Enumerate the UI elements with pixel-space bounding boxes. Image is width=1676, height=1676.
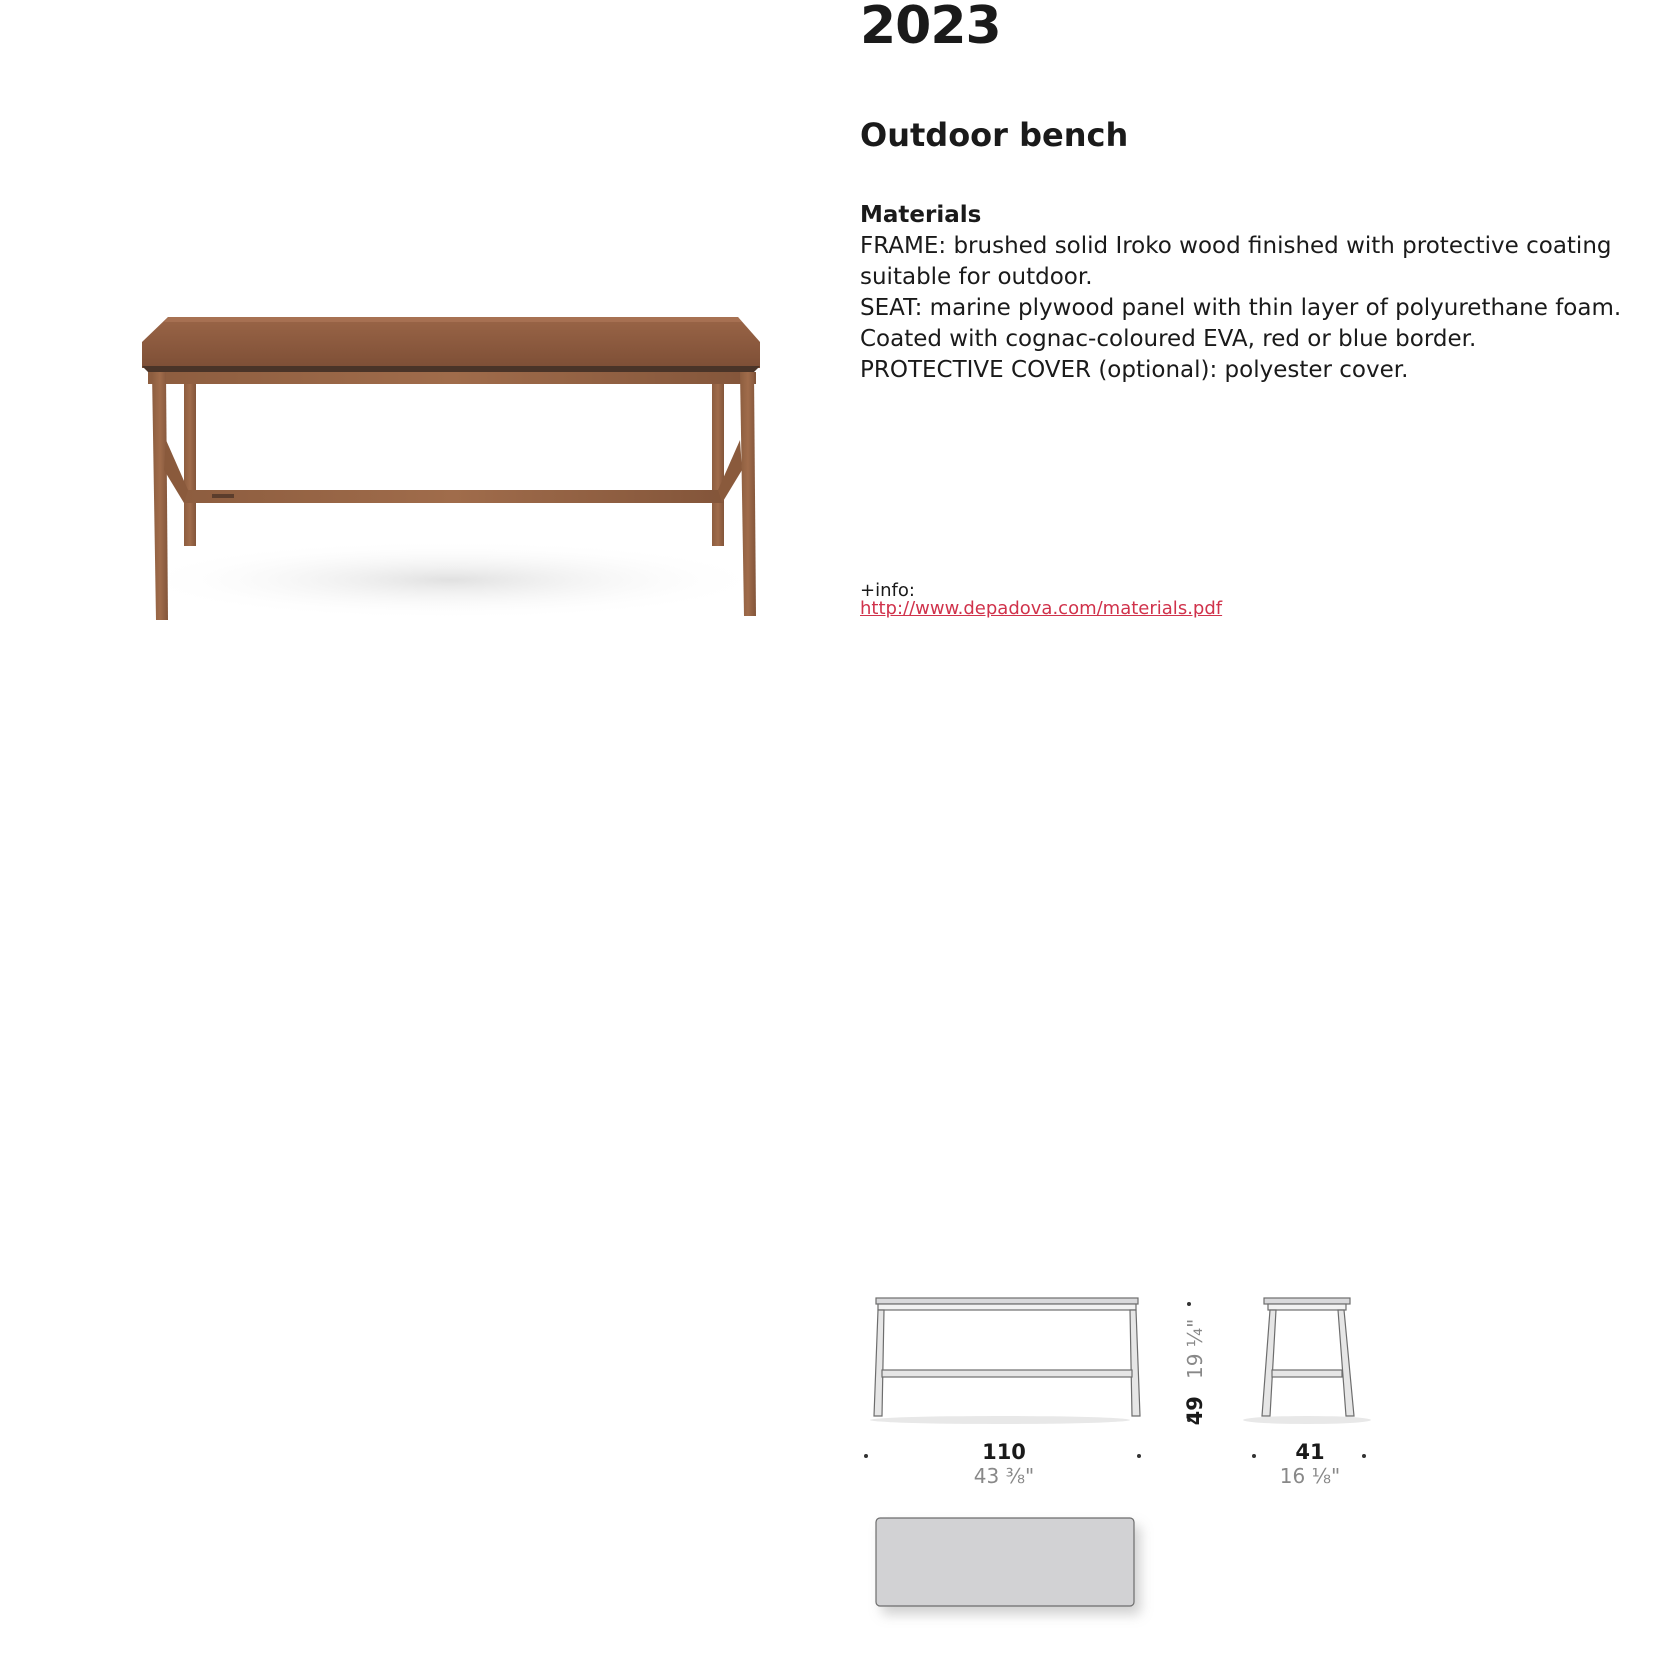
materials-line: suitable for outdoor. [860, 264, 1093, 290]
top-view-drawing [868, 1512, 1158, 1632]
dimension-marker [864, 1454, 868, 1458]
bench-photo [90, 300, 790, 670]
width-in: 43 ⅜" [973, 1464, 1035, 1488]
materials-pdf-link[interactable]: http://www.depadova.com/materials.pdf [860, 598, 1223, 619]
materials-line: PROTECTIVE COVER (optional): polyester cover. [860, 357, 1409, 383]
materials-line: Coated with cognac-coloured EVA, red or blue border. [860, 326, 1477, 352]
materials-line: FRAME: brushed solid Iroko wood finished with protective coating [860, 233, 1612, 259]
height-in: 19 ¼" [1183, 1318, 1207, 1380]
materials-line: SEAT: marine plywood panel with thin layer of polyurethane foam. [860, 295, 1622, 321]
info-block [860, 582, 1222, 618]
product-name: Outdoor bench [860, 116, 1129, 154]
materials-heading: Materials [860, 202, 982, 228]
front-elevation-drawing [868, 1296, 1148, 1424]
height-dimension [1183, 1312, 1243, 1432]
depth-dimension [1250, 1440, 1370, 1488]
materials-section [860, 200, 1650, 386]
year-title: 2023 [860, 0, 1001, 56]
info-label: +info: [860, 580, 915, 601]
width-dimension [944, 1440, 1064, 1488]
height-cm: 49 [1183, 1396, 1207, 1426]
depth-cm: 41 [1295, 1440, 1325, 1464]
side-elevation-drawing [1242, 1296, 1372, 1424]
width-cm: 110 [982, 1440, 1026, 1464]
depth-in: 16 ⅛" [1279, 1464, 1341, 1488]
dimension-marker [1137, 1454, 1141, 1458]
dimension-marker [1187, 1302, 1191, 1306]
